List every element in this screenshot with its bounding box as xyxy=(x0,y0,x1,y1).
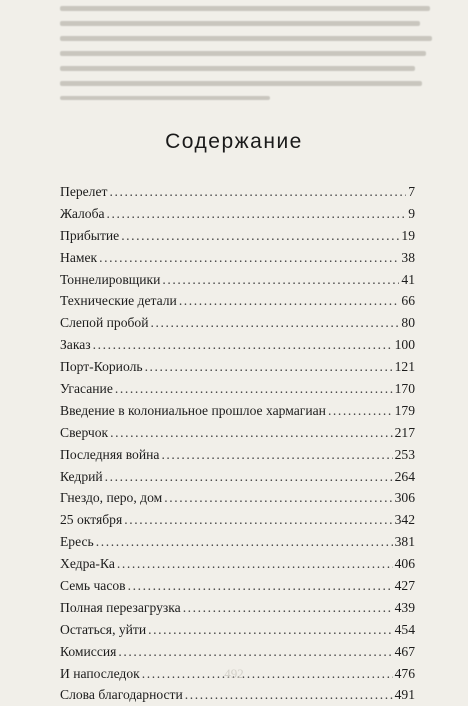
toc-entry-title: Комиссия xyxy=(60,643,117,659)
table-of-contents xyxy=(60,181,415,706)
toc-entry xyxy=(60,487,415,509)
toc-entry-title: Кедрий xyxy=(60,468,103,484)
toc-entry xyxy=(60,619,415,641)
toc-entry xyxy=(60,334,415,356)
toc-entry xyxy=(60,466,415,488)
toc-entry-title: Слепой пробой xyxy=(60,315,149,331)
toc-entry-page: 100 xyxy=(394,337,415,353)
toc-entry-title: Технические детали xyxy=(60,293,177,309)
toc-dot-leader xyxy=(145,356,393,378)
toc-entry-title: Гнездо, перо, дом xyxy=(60,490,163,506)
toc-entry xyxy=(60,225,415,247)
toc-entry-title: Остаться, уйти xyxy=(60,621,147,637)
toc-entry xyxy=(60,269,415,291)
toc-entry-title: Сверчок xyxy=(60,424,109,440)
toc-entry xyxy=(60,553,415,575)
toc-entry xyxy=(60,597,415,619)
toc-entry-page: 439 xyxy=(394,599,415,615)
toc-entry-page: 264 xyxy=(394,468,415,484)
toc-entry xyxy=(60,203,415,225)
toc-entry xyxy=(60,684,415,706)
toc-entry-title: Семь часов xyxy=(60,578,126,594)
toc-dot-leader xyxy=(96,531,393,553)
toc-entry-title: Хедра-Ка xyxy=(60,556,115,572)
toc-entry-title: Прибытие xyxy=(60,227,120,243)
toc-dot-leader xyxy=(161,444,392,466)
toc-entry-page: 381 xyxy=(394,534,415,550)
toc-dot-leader xyxy=(128,575,393,597)
toc-entry xyxy=(60,247,415,269)
toc-entry xyxy=(60,400,415,422)
toc-entry xyxy=(60,312,415,334)
toc-entry-page: 217 xyxy=(394,424,415,440)
toc-entry-page: 19 xyxy=(401,227,415,243)
toc-dot-leader xyxy=(148,619,392,641)
toc-entry xyxy=(60,181,415,203)
toc-entry-page: 467 xyxy=(394,643,415,659)
toc-entry-page: 406 xyxy=(394,556,415,572)
toc-dot-leader xyxy=(164,487,392,509)
toc-dot-leader xyxy=(151,312,400,334)
toc-entry-page: 306 xyxy=(394,490,415,506)
toc-entry-title: Слова благодарности xyxy=(60,687,183,703)
toc-entry-page: 41 xyxy=(401,271,415,287)
page-number: 492 xyxy=(224,666,244,681)
toc-entry-page: 80 xyxy=(401,315,415,331)
toc-entry-page: 179 xyxy=(394,402,415,418)
toc-entry xyxy=(60,509,415,531)
toc-entry-page: 491 xyxy=(394,687,415,703)
toc-dot-leader xyxy=(93,334,393,356)
toc-dot-leader xyxy=(115,378,393,400)
toc-entry-page: 9 xyxy=(408,205,415,221)
toc-entry-title: Ересь xyxy=(60,534,94,550)
toc-entry-title: Угасание xyxy=(60,381,113,397)
toc-dot-leader xyxy=(328,400,393,422)
toc-dot-leader xyxy=(117,553,393,575)
reverse-side-bleed-through xyxy=(60,2,440,102)
toc-entry xyxy=(60,641,415,663)
toc-entry-page: 7 xyxy=(408,184,415,199)
toc-dot-leader xyxy=(183,597,393,619)
toc-entry-title: Тоннелировщики xyxy=(60,271,161,287)
toc-entry-title: Перелет xyxy=(60,184,108,199)
toc-entry-page: 476 xyxy=(394,665,415,681)
page-title: Содержание xyxy=(165,130,303,153)
toc-entry-page: 121 xyxy=(394,359,415,375)
toc-dot-leader xyxy=(124,509,392,531)
toc-dot-leader xyxy=(118,641,392,663)
toc-entry xyxy=(60,444,415,466)
toc-dot-leader xyxy=(179,290,400,312)
toc-dot-leader xyxy=(121,225,399,247)
toc-entry xyxy=(60,531,415,553)
toc-entry-title: Полная перезагрузка xyxy=(60,599,181,615)
toc-entry-title: И напоследок xyxy=(60,665,140,681)
toc-entry-title: Введение в колониальное прошлое хармагиан xyxy=(60,402,326,418)
toc-dot-leader xyxy=(99,247,399,269)
toc-dot-leader xyxy=(107,203,407,225)
toc-entry-page: 253 xyxy=(394,446,415,462)
toc-dot-leader xyxy=(162,269,399,291)
toc-entry-page: 38 xyxy=(401,249,415,265)
toc-entry-page: 66 xyxy=(401,293,415,309)
toc-entry xyxy=(60,356,415,378)
toc-entry-page: 427 xyxy=(394,578,415,594)
toc-entry xyxy=(60,575,415,597)
toc-entry-page: 454 xyxy=(394,621,415,637)
toc-entry-title: Заказ xyxy=(60,337,91,353)
toc-entry-title: Жалоба xyxy=(60,205,105,221)
toc-dot-leader xyxy=(109,181,406,203)
toc-entry-page: 170 xyxy=(394,381,415,397)
toc-entry-title: Намек xyxy=(60,249,98,265)
toc-entry xyxy=(60,422,415,444)
toc-entry xyxy=(60,290,415,312)
toc-dot-leader xyxy=(185,684,393,706)
bleed-lines xyxy=(60,2,440,102)
toc-dot-leader xyxy=(105,466,393,488)
toc-entry-title: Порт-Кориоль xyxy=(60,359,143,375)
toc-entry xyxy=(60,378,415,400)
toc-entry-title: 25 октября xyxy=(60,512,123,528)
toc-entry-page: 342 xyxy=(394,512,415,528)
toc-entry-title: Последняя война xyxy=(60,446,160,462)
toc-dot-leader xyxy=(110,422,392,444)
